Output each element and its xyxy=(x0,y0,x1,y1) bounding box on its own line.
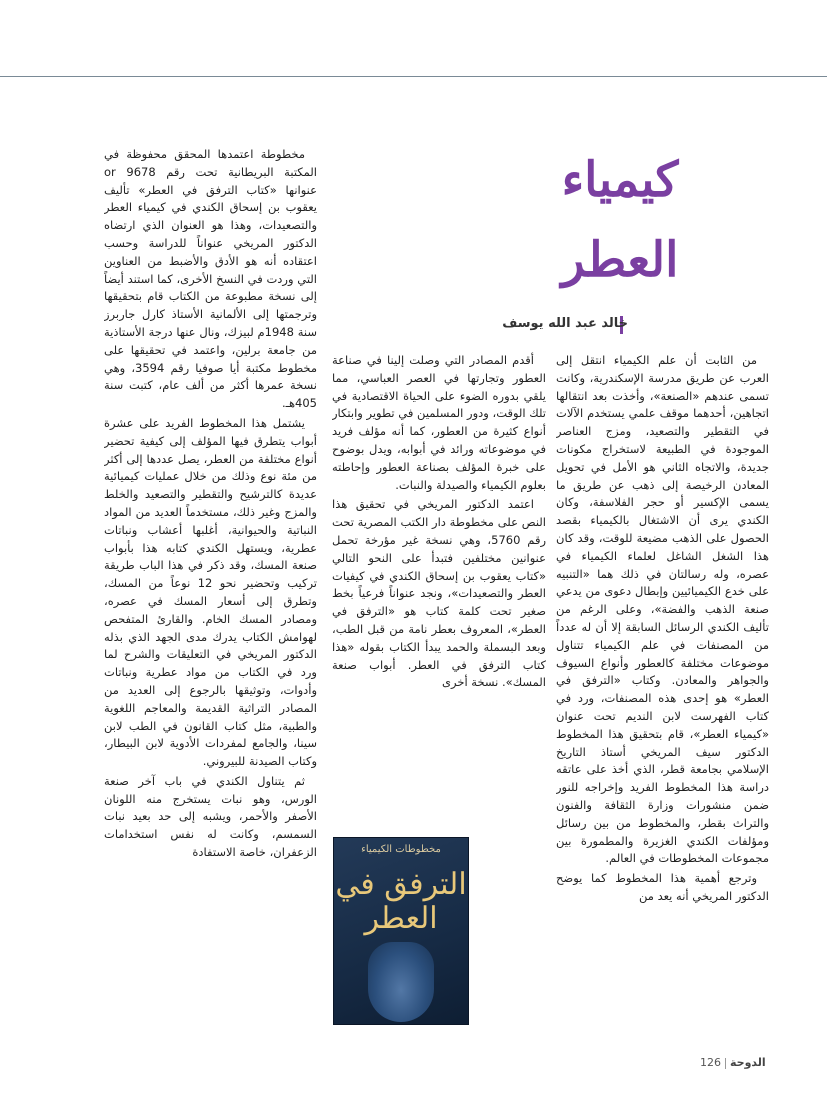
paragraph: مخطوطة اعتمدها المحقق محفوظة في المكتبة البريطانية تحت رقم or 9678 عنوانها «كتاب الترفق في العطر» تأليف يعقوب بن إسحاق الكندي في كيمياء العطر والتصعيدات، وهذا هو العنوان الذي ارتضاه الدكتور المريخي عنواناً للدراسة وحسب اعتقاده أنه هو الأدق والأضبط من العناوين التي وردت في النسخ الأخرى، كما استند أيضاً إلى نسخة مطبوعة من الكتاب قام بتحقيقها وترجمتها إلى الألمانية الأستاذ كارل جاربرز سنة 1948م لبيزك، ونال عنها درجة الأستاذية من جامعة برلين، واعتمد في تحقيقها على مخطوط مكتبة أيا صوفيا رقم 3594، وهي نسخة عمرها أكثر من ألف عام، كتبت سنة 405هـ. xyxy=(104,147,317,411)
column-right xyxy=(556,352,769,1064)
header-rule xyxy=(0,76,827,77)
author-byline: خالد عبد الله يوسف xyxy=(502,316,628,331)
column-middle xyxy=(332,352,546,782)
paragraph: ثم يتناول الكندي في باب آخر صنعة الورس، وهو نبات يستخرج منه اللونان الأصفر والأحمر، ويشبه إلى حد بعيد نبات السمسم، وكانت له نفس استخدامات الزعفران، خاصة الاستفادة xyxy=(104,773,317,860)
article-title: كيمياء العطر xyxy=(561,152,679,288)
page-number: 126 xyxy=(700,1056,721,1069)
vase-illustration xyxy=(368,942,434,1022)
footer-divider xyxy=(725,1058,726,1069)
paragraph: يشتمل هذا المخطوط الفريد على عشرة أبواب يتطرق فيها المؤلف إلى كيفية تحضير أنواع مختلفة من العطر، يصل عددها إلى أكثر من مئة نوع وذلك من خلال عمليات كيميائية عديدة كالترشيح والتقطير والتصعيد والخلط والمزج وغير ذلك، مستخدماً العديد من المواد النباتية والحيوانية، أغلبها أعشاب ونباتات عطرية، ويستهل الكندي كتابه هذا بأبواب صنعة المسك، وقد ذكر في هذا الباب طريقة تركيب وتحضير نحو 12 نوعاً من المسك، وتطرق إلى أسعار المسك في عصره، ومصادر المسك الخام. والقارئ المتفحص لهوامش الكتاب يدرك مدى الجهد الذي بذله الدكتور المريخي في التعليقات والشرح لما ورد في الكتاب من مواد عطرية ونباتات وأدوات، وتوثيقها بالرجوع إلى العديد من المصادر التراثية القديمة والمعاجم اللغوية والطبية، مثل كتاب القانون في الطب لابن سينا، والجامع لمفردات الأدوية لابن البيطار، وكتاب الصيدنة للبيروني. xyxy=(104,415,317,769)
page-footer xyxy=(700,1056,770,1070)
column-left xyxy=(104,146,317,1064)
paragraph: من الثابت أن علم الكيمياء انتقل إلى العرب عن طريق مدرسة الإسكندرية، وكانت تسمى عندهم «الصنعة»، وأخذت بعد انتقالها اتجاهين، أحدهما موقف علمي يستخدم الآلات في التقطير والتصعيد، ومزج العناصر الموجودة في الطبيعة لاستخراج مكونات جديدة، والاتجاه الثاني هو الأمل في تحويل المعادن الرخيصة إلى ذهب عن طريق ما يسمى الإكسير أو حجر الفلاسفة، وكان الكندي يرى أن الاشتغال بالكيمياء بقصد الحصول على الذهب مضيعة للوقت، وقد كان هذا الشغل الشاغل لعلماء الكيمياء في عصره، وله رسالتان في ذلك هما «التنبيه على خدع الكيميائيين وإبطال دعوى من يدعي صنعة الذهب والفضة»، وعلى الرغم من تأليف الكندي الرسائل السابقة إلا أن له عدداً من المصنفات في علم الكيمياء تتناول موضوعات مختلفة كالعطور وأنواع السيوف والجواهر والمعادن. وكتاب «الترفق في العطر» هو إحدى هذه المصنفات، ورد في كتاب الفهرست لابن النديم تحت عنوان «كيمياء العطر»، قام بتحقيق هذا المخطوط الدكتور سيف المريخي أستاذ التاريخ الإسلامي بجامعة قطر، الذي أخذ على عاتقه دراسة هذا المخطوط الفريد وإخراجه للنور ضمن منشورات وزارة الثقافة والفنون والتراث بقطر، والمخطوط من بين رسائل ومؤلفات الكندي الغزيرة والمطمورة بين مجموعات المخطوطات في العالم. xyxy=(556,353,769,866)
paragraph: اعتمد الدكتور المريخي في تحقيق هذا النص على مخطوطة دار الكتب المصرية تحت رقم 5760، وهي نسخة غير مؤرخة تحمل عنوانين مختلفين فتبدأ على النحو التالي «كتاب يعقوب بن إسحاق الكندي في كيفيات العطر والتصعيدات»، ونجد عنواناً فرعياً بخط صغير تحت كلمة كتاب هو «الترفق في العطر»، المعروف بعطر نامة من قبل الطب، وبعد البسملة والحمد يبدأ الكتاب بقوله «هذا كتاب الترفق في العطر. أبواب صنعة المسك». نسخة أخرى xyxy=(332,497,546,690)
book-series: مخطوطات الكيمياء xyxy=(361,844,441,855)
book-title: الترفق في العطر xyxy=(335,867,467,936)
magazine-logo: الدوحة xyxy=(730,1056,766,1069)
paragraph: وترجع أهمية هذا المخطوط كما يوضح الدكتور المريخي أنه يعد من xyxy=(556,871,769,903)
book-cover-image xyxy=(334,838,468,1024)
paragraph: أقدم المصادر التي وصلت إلينا في صناعة العطور وتجارتها في العصر العباسي، مما يلقي بدوره الضوء على الحياة الاقتصادية في تلك الوقت، ودور المسلمين في تطوير وابتكار أنواع كثيرة من العطور، كما أنه مؤلف فريد في موضوعاته ورائد في أبوابه، ويدل بوضوح على خبرة المؤلف بصناعة العطور وإحاطته بعلوم الكيمياء والصيدلة والنبات. xyxy=(332,353,546,492)
